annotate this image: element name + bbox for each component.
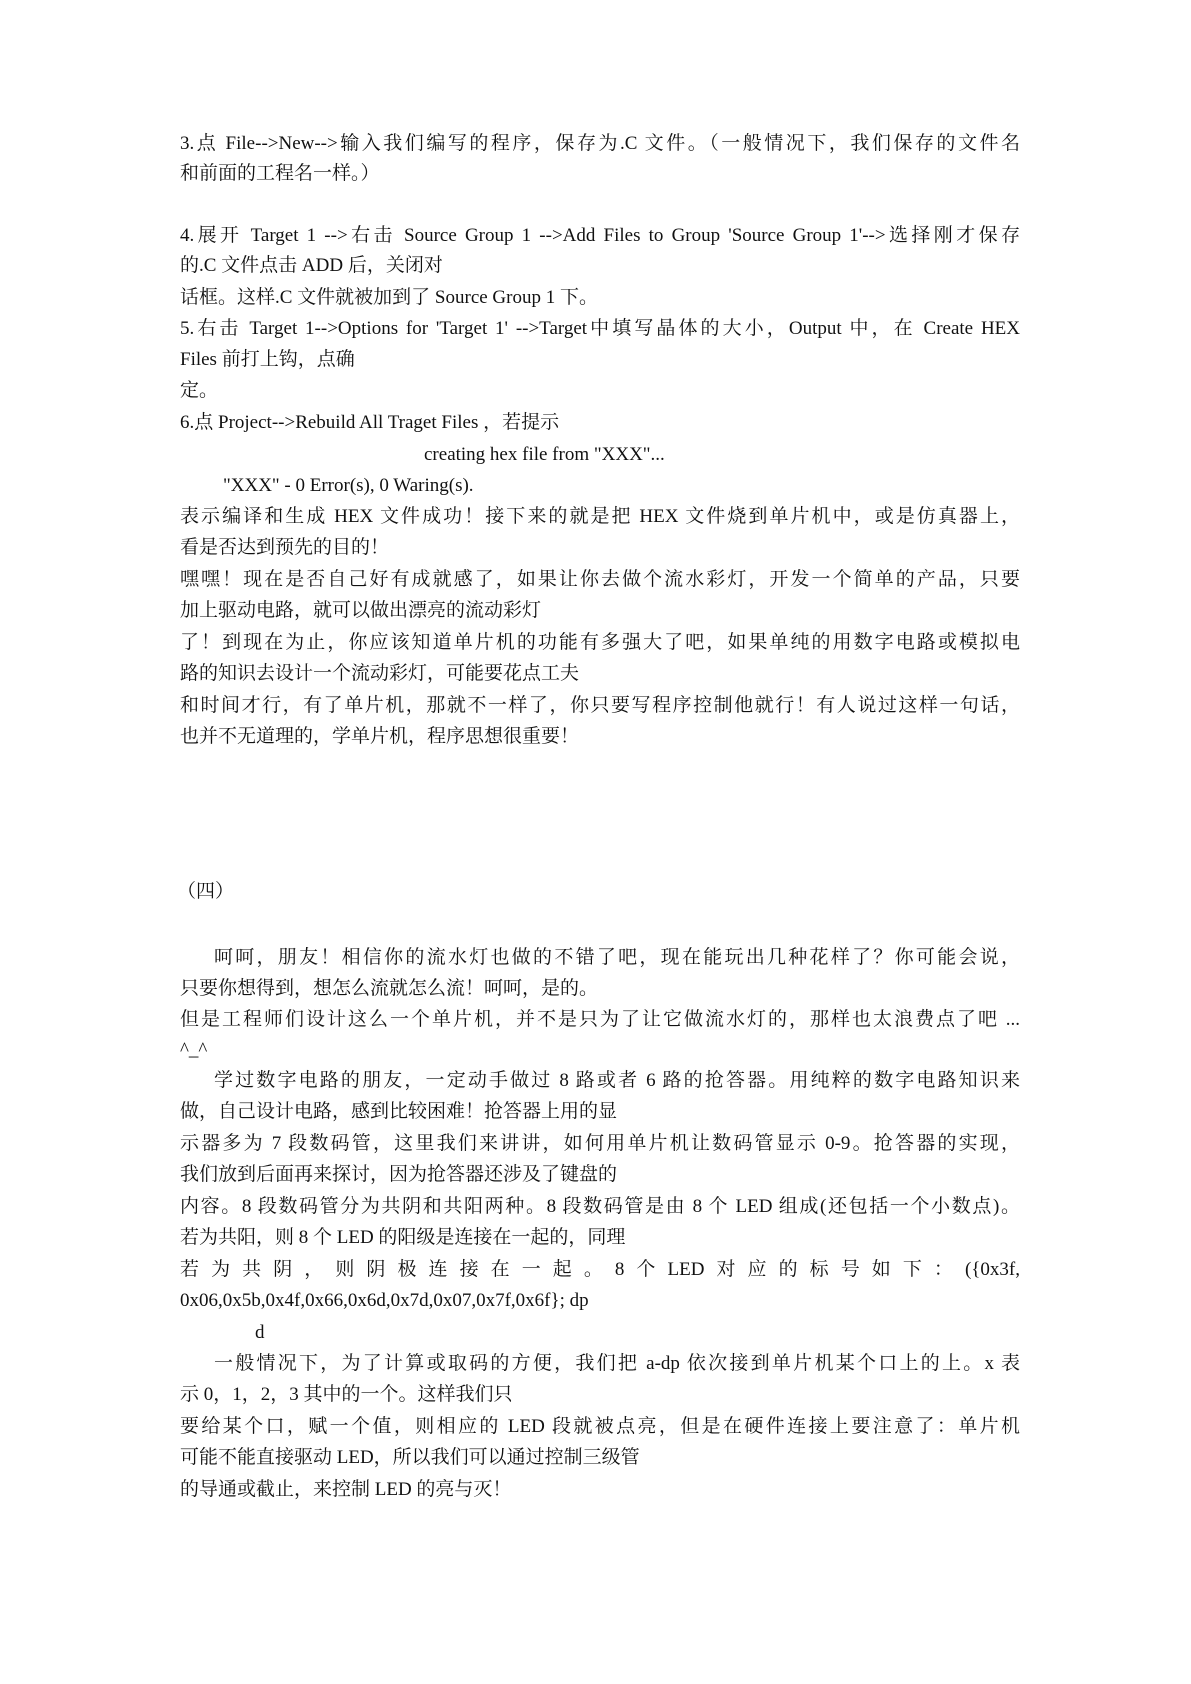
sec4-b-line7	[180, 1256, 1020, 1284]
sec4-b-line6: 若为共阳，则 8 个 LED 的阳级是连接在一起的，同理	[180, 1227, 626, 1248]
sec4-b-line8: 0x06,0x5b,0x4f,0x66,0x6d,0x7d,0x07,0x7f,0x6f}; dp	[180, 1290, 589, 1311]
section-heading: （四）	[177, 881, 235, 902]
spaced-word: 。	[583, 1259, 603, 1280]
spaced-word: 接	[459, 1259, 479, 1280]
sec4-c-line3: 要给某个口，赋一个值，则相应的 LED 段就被点亮，但是在硬件连接上要注意了：单片机	[180, 1416, 1020, 1437]
spaced-word: ：	[933, 1259, 953, 1280]
spaced-word: ，	[304, 1259, 324, 1280]
step6-line1: 6.点 Project-->Rebuild All Traget Files ，若提示	[180, 412, 560, 433]
sec4-c-line1: 一般情况下，为了计算或取码的方便，我们把 a-dp 依次接到单片机某个口上的上。x 表	[214, 1353, 1020, 1374]
sec4-a-line3: 但是工程师们设计这么一个单片机，并不是只为了让它做流水灯的，那样也太浪费点了吧 ...	[180, 1009, 1020, 1030]
para2-line3: 了！到现在为止，你应该知道单片机的功能有多强大了吧，如果单纯的用数字电路或模拟电	[180, 632, 1020, 653]
spaced-word: 在	[490, 1259, 510, 1280]
sec4-c-line2: 示 0，1，2，3 其中的一个。这样我们只	[180, 1384, 513, 1405]
sec4-b-line2: 做，自己设计电路，感到比较困难！抢答器上用的显	[180, 1101, 618, 1122]
sec4-a-line4: ^_^	[180, 1039, 208, 1060]
sec4-b-line1: 学过数字电路的朋友，一定动手做过 8 路或者 6 路的抢答器。用纯粹的数字电路知识来	[214, 1070, 1020, 1091]
sec4-a-line1: 呵呵，朋友！相信你的流水灯也做的不错了吧，现在能玩出几种花样了？你可能会说，	[214, 947, 1020, 968]
spaced-word: 为	[211, 1259, 231, 1280]
para2-line6: 也并不无道理的，学单片机，程序思想很重要！	[180, 726, 580, 747]
para2-line2: 加上驱动电路，就可以做出漂亮的流动彩灯	[180, 600, 542, 621]
sec4-a-line2: 只要你想得到，想怎么流就怎么流！呵呵，是的。	[180, 978, 599, 999]
para2-line1: 嘿嘿！现在是否自己好有成就感了，如果让你去做个流水彩灯，开发一个简单的产品，只要	[180, 569, 1020, 590]
sec4-c-line5: 的导通或截止，来控制 LED 的亮与灭！	[180, 1479, 512, 1500]
step5-line2: Files 前打上钩，点确	[180, 349, 355, 370]
spaced-word: 下	[902, 1259, 922, 1280]
spaced-word: ({0x3f,	[964, 1259, 1020, 1280]
para2-line4: 路的知识去设计一个流动彩灯，可能要花点工夫	[180, 663, 580, 684]
step5-line3: 定。	[180, 380, 219, 401]
spaced-word: 8	[614, 1259, 625, 1280]
spaced-word: 如	[871, 1259, 891, 1280]
spaced-word: 极	[397, 1259, 417, 1280]
step4-line2: 的.C 文件点击 ADD 后，关闭对	[180, 255, 443, 276]
step6-compile-message: creating hex file from "XXX"...	[424, 444, 665, 465]
sec4-b-line4: 我们放到后面再来探讨，因为抢答器还涉及了键盘的	[180, 1164, 618, 1185]
spaced-word: 标	[809, 1259, 829, 1280]
para2-line5: 和时间才行，有了单片机，那就不一样了，你只要写程序控制他就行！有人说过这样一句话，	[180, 695, 1020, 716]
sec4-b-line5: 内容。8 段数码管分为共阴和共阳两种。8 段数码管是由 8 个 LED 组成(还包括一个小数点)。	[180, 1196, 1020, 1217]
sec4-b-line3: 示器多为 7 段数码管，这里我们来讲讲，如何用单片机让数码管显示 0-9。抢答器的实现，	[180, 1133, 1020, 1154]
step6-result-message: "XXX" - 0 Error(s), 0 Waring(s).	[223, 475, 474, 496]
step5-line1: 5.右击 Target 1-->Options for 'Target 1' -->Target中填写晶体的大小，Output 中，在 Create HEX	[180, 318, 1020, 339]
spaced-word: 起	[552, 1259, 572, 1280]
spaced-word: 对	[716, 1259, 736, 1280]
spaced-word: 个	[636, 1259, 656, 1280]
spaced-word: 阴	[273, 1259, 293, 1280]
spaced-word: 连	[428, 1259, 448, 1280]
spaced-word: 的	[778, 1259, 798, 1280]
step4-line1: 4.展开 Target 1 -->右击 Source Group 1 -->Add Files to Group 'Source Group 1'-->选择刚才保存	[180, 225, 1020, 246]
spaced-word: 一	[521, 1259, 541, 1280]
spaced-word: 号	[840, 1259, 860, 1280]
step3-line2: 和前面的工程名一样。）	[180, 163, 380, 184]
spaced-word: 则	[335, 1259, 355, 1280]
step3-line1: 3.点 File-->New-->输入我们编写的程序，保存为.C 文件。（一般情况下，我们保存的文件名	[180, 133, 1020, 154]
spaced-word: 共	[242, 1259, 262, 1280]
spaced-word: 应	[747, 1259, 767, 1280]
spaced-word: 若	[180, 1259, 200, 1280]
spaced-word: 阴	[366, 1259, 386, 1280]
spaced-word: LED	[667, 1259, 705, 1280]
para1-line1: 表示编译和生成 HEX 文件成功！接下来的就是把 HEX 文件烧到单片机中，或是仿真器上，	[180, 506, 1020, 527]
step4-line3: 话框。这样.C 文件就被加到了 Source Group 1 下。	[180, 287, 598, 308]
sec4-b-line9: d	[255, 1322, 265, 1343]
para1-line2: 看是否达到预先的目的！	[180, 537, 390, 558]
sec4-c-line4: 可能不能直接驱动 LED，所以我们可以通过控制三级管	[180, 1447, 640, 1468]
